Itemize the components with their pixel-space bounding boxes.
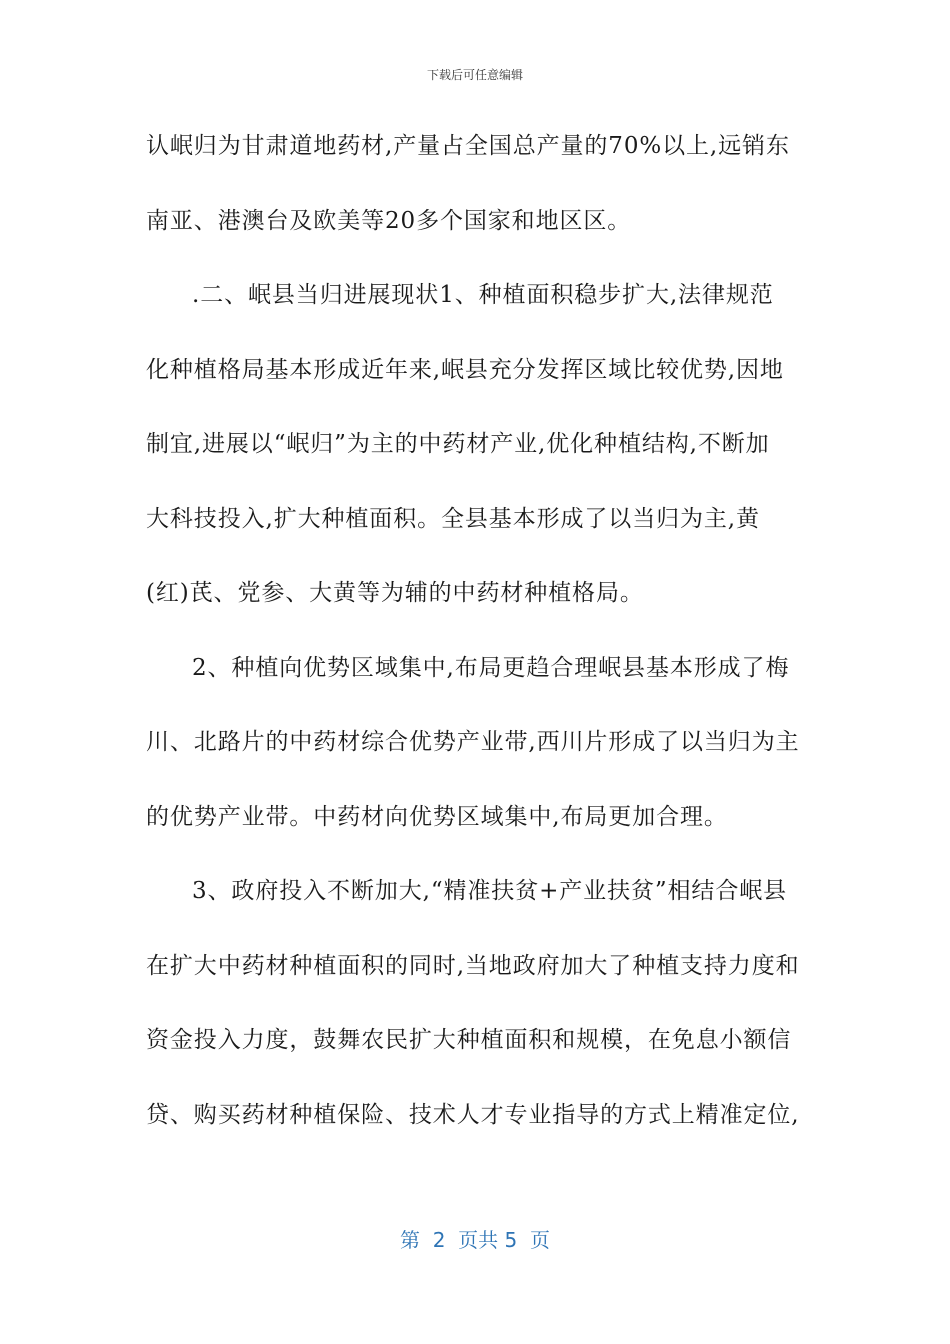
body-line: 贷、购买药材种植保险、技术人才专业指导的方式上精准定位, (146, 1101, 800, 1128)
body-line: 3、政府投入不断加大,“精准扶贫+产业扶贫”相结合岷县 (192, 878, 788, 904)
body-line: (红)芪、党参、大黄等为辅的中药材种植格局。 (146, 580, 644, 606)
body-line: 资金投入力度，鼓舞农民扩大种植面积和规模，在免息小额信 (146, 1027, 792, 1053)
body-line: 化种植格局基本形成近年来,岷县充分发挥区域比较优势,因地 (146, 356, 784, 383)
page-header-note: 下载后可任意编辑 (426, 68, 523, 82)
body-line: 制宜,进展以“岷归”为主的中药材产业,优化种植结构,不断加 (146, 431, 770, 457)
body-line: 南亚、港澳台及欧美等20多个国家和地区区。 (146, 207, 632, 234)
document-body (146, 124, 816, 1167)
body-line: 大科技投入,扩大种植面积。全县基本形成了以当归为主,黄 (146, 505, 760, 532)
body-line: 认岷归为甘肃道地药材,产量占全国总产量的70%以上,远销东 (146, 133, 790, 159)
body-line: .二、岷县当归进展现状1、种植面积稳步扩大,法律规范 (192, 282, 774, 308)
body-line: 川、北路片的中药材综合优势产业带,西川片形成了以当归为主 (146, 729, 800, 755)
body-line: 2、种植向优势区域集中,布局更趋合理岷县基本形成了梅 (192, 654, 790, 681)
body-line: 的优势产业带。中药材向优势区域集中,布局更加合理。 (146, 803, 728, 830)
page-number-footer: 第 2 页共 5 页 (400, 1228, 550, 1252)
body-line: 在扩大中药材种植面积的同时,当地政府加大了种植支持力度和 (146, 952, 800, 979)
